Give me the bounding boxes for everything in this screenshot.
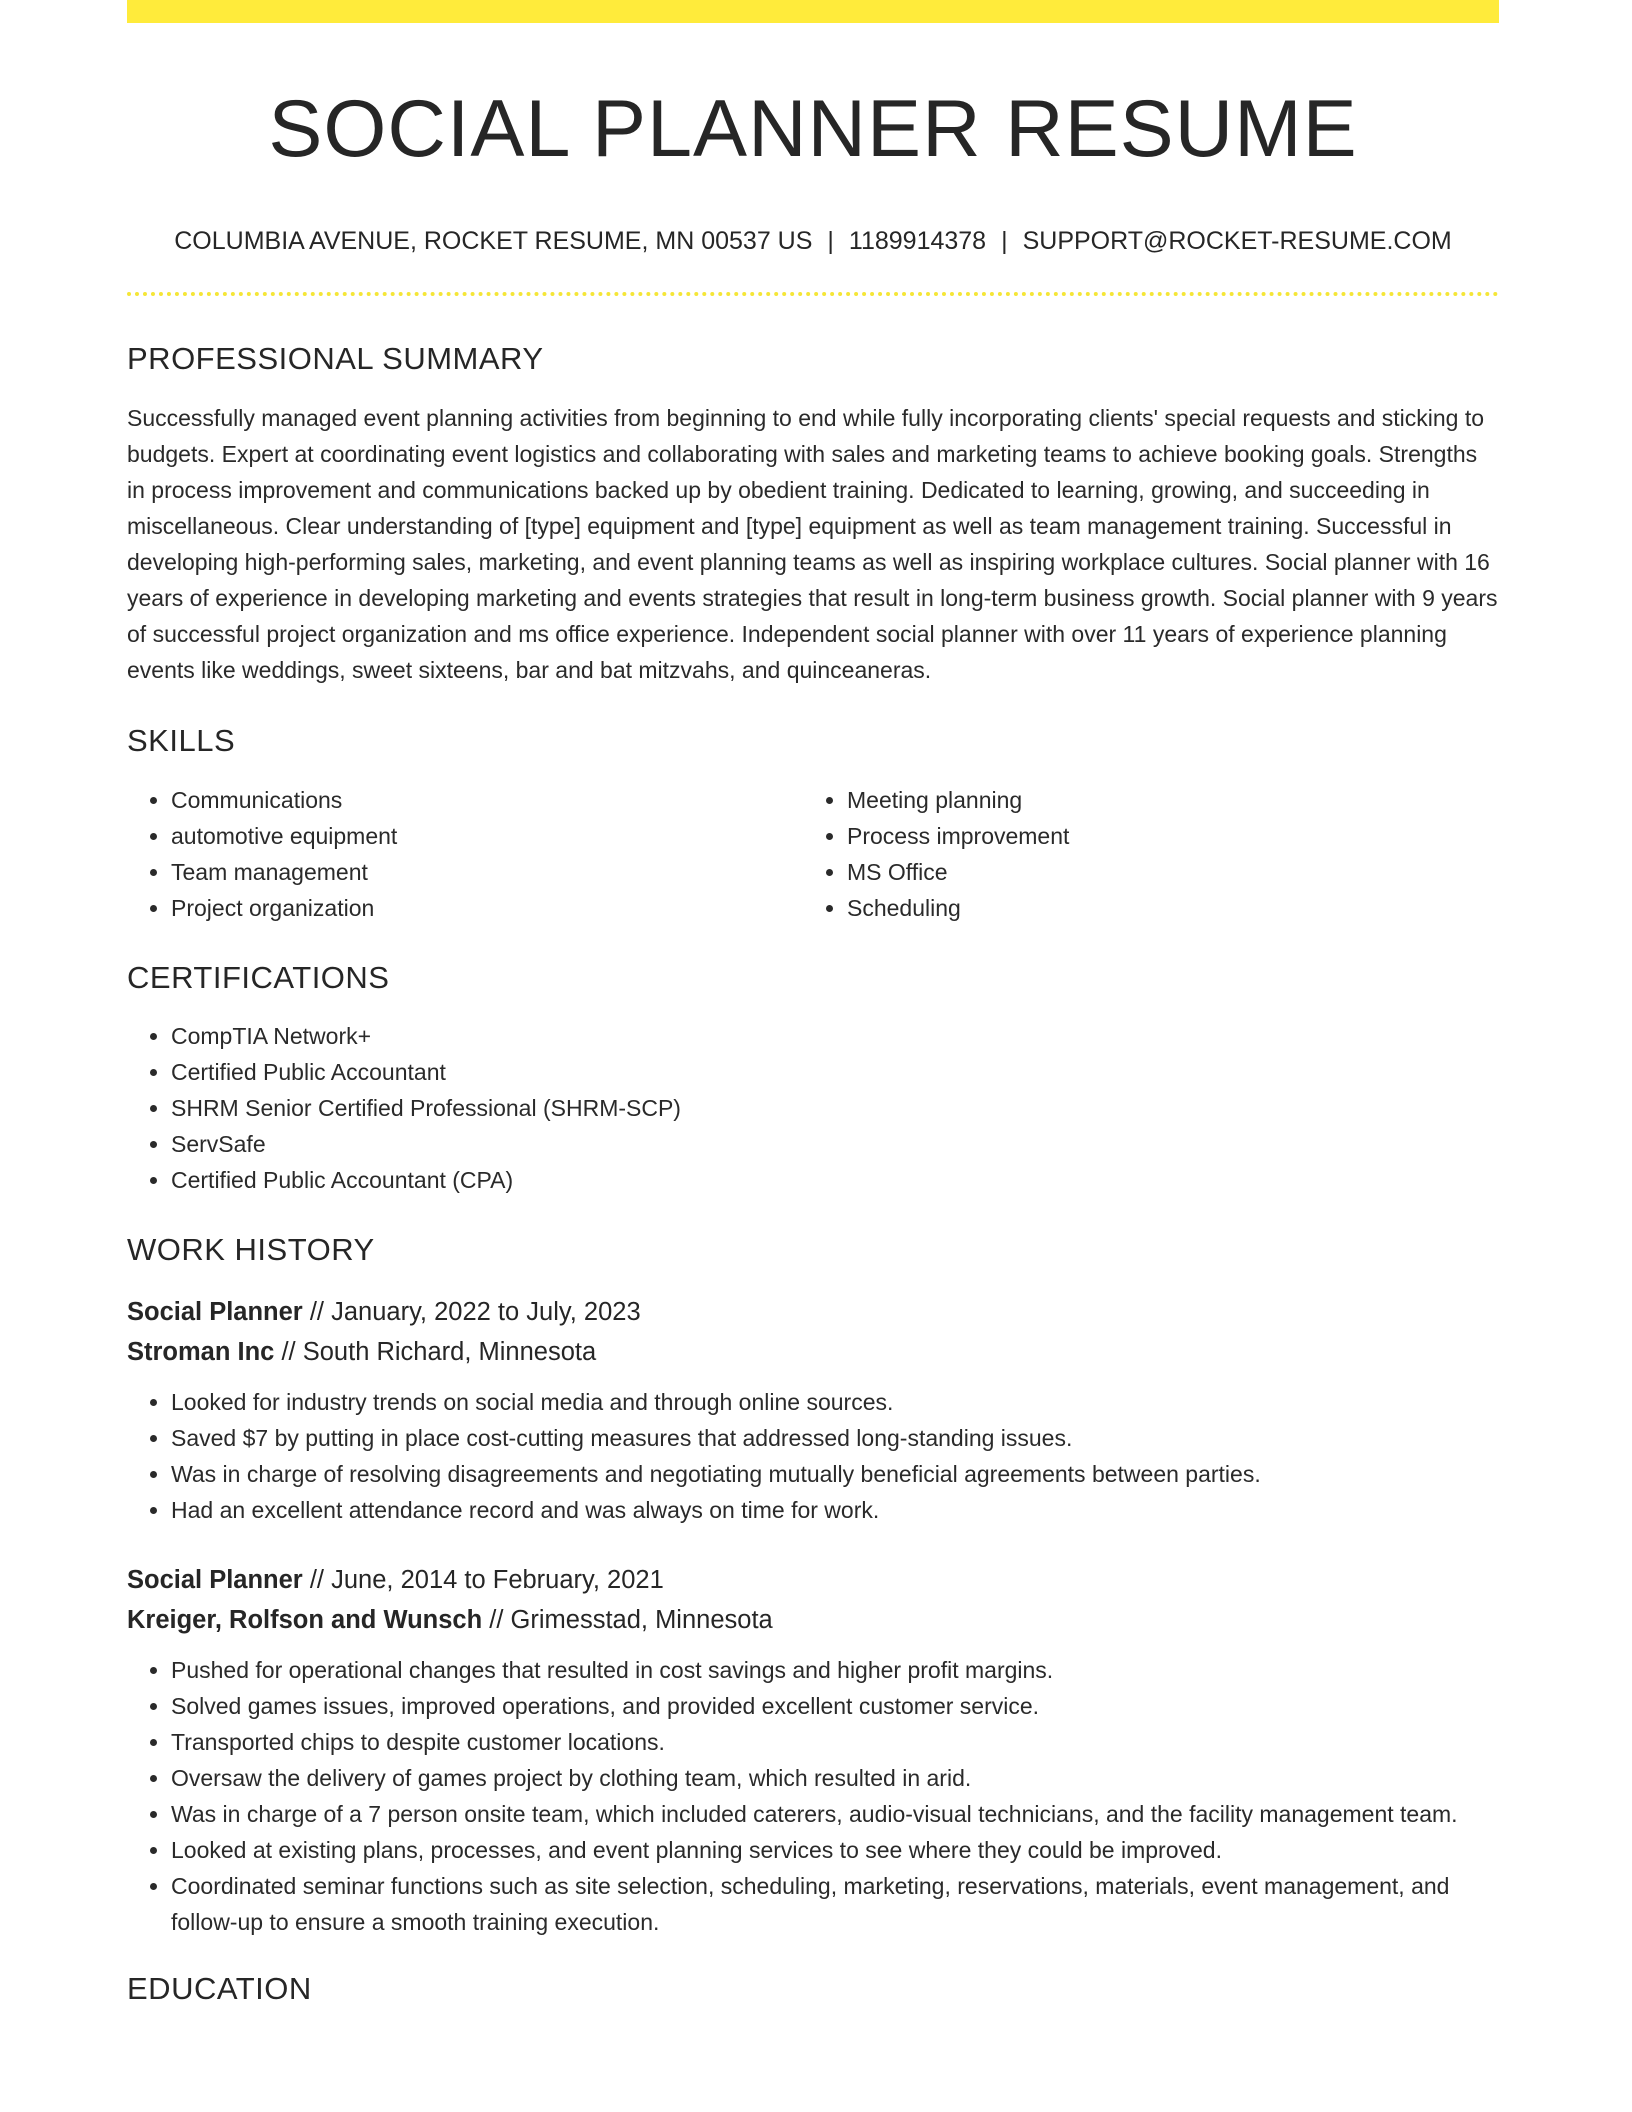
job-location: South Richard, Minnesota [302,1338,597,1367]
job-entry [127,1560,1499,1940]
skills-list [127,782,1499,926]
job-entry [127,1292,1499,1528]
job-bullets [127,1652,1499,1940]
job-bullet: • Looked at existing plans, processes, and event planning services to see where they could be improved. [171,1832,1499,1868]
job-bullet: • Looked for industry trends on social media and through online sources. [171,1384,1499,1420]
skill-item: • Scheduling [847,890,1499,926]
skill-item: • automotive equipment [171,818,803,854]
job-location: Grimesstad, Minnesota [510,1606,773,1635]
skill-item: • Process improvement [847,818,1499,854]
job-bullet: • Was in charge of resolving disagreements and negotiating mutually beneficial agreements between parties. [171,1456,1499,1492]
job-bullet: • Saved $7 by putting in place cost-cutting measures that addressed long-standing issues. [171,1420,1499,1456]
dotted-divider [127,292,1499,296]
certification-item: • ServSafe [171,1126,1499,1162]
certifications-list [127,1018,1499,1198]
skill-item: • Meeting planning [847,782,1499,818]
education-heading: EDUCATION [127,1971,312,2007]
certification-item: • Certified Public Accountant (CPA) [171,1162,1499,1198]
job-company: Stroman Inc [127,1338,275,1367]
resume-title: SOCIAL PLANNER RESUME [268,84,1358,174]
skill-item: • Project organization [171,890,803,926]
job-title-line [127,1292,1499,1332]
summary-heading: PROFESSIONAL SUMMARY [127,341,544,377]
certification-item: • CompTIA Network+ [171,1018,1499,1054]
resume-page [127,0,1499,2007]
job-separator: // [309,1566,325,1595]
contact-line [127,226,1499,256]
skill-item: • MS Office [847,854,1499,890]
job-separator: // [281,1338,296,1367]
skills-heading: SKILLS [127,723,236,759]
skills-column-right [803,782,1499,926]
skill-item: • Communications [171,782,803,818]
job-bullets [127,1384,1499,1528]
certifications-heading: CERTIFICATIONS [127,960,390,996]
job-company-line [127,1600,1499,1640]
job-dates: June, 2014 to February, 2021 [331,1566,664,1595]
accent-bar [127,0,1499,23]
certification-item: • Certified Public Accountant [171,1054,1499,1090]
contact-separator: | [827,227,834,256]
skill-item: • Team management [171,854,803,890]
job-title-line [127,1560,1499,1600]
job-dates: January, 2022 to July, 2023 [331,1298,641,1327]
work-history-heading: WORK HISTORY [127,1232,375,1268]
job-bullet: • Solved games issues, improved operations, and provided excellent customer service. [171,1688,1499,1724]
job-bullet: • Coordinated seminar functions such as site selection, scheduling, marketing, reservations, materials, event management, and follow-up to ensure a smooth training execution. [171,1868,1499,1940]
job-separator: // [309,1298,325,1327]
certification-item: • SHRM Senior Certified Professional (SHRM-SCP) [171,1090,1499,1126]
job-bullet: • Pushed for operational changes that resulted in cost savings and higher profit margins. [171,1652,1499,1688]
job-title: Social Planner [127,1298,303,1327]
job-bullet: • Transported chips to despite customer locations. [171,1724,1499,1760]
job-bullet: • Was in charge of a 7 person onsite team, which included caterers, audio-visual technicians, and the facility management team. [171,1796,1499,1832]
job-bullet: • Oversaw the delivery of games project by clothing team, which resulted in arid. [171,1760,1499,1796]
skills-column-left [127,782,803,926]
job-bullet: • Had an excellent attendance record and was always on time for work. [171,1492,1499,1528]
job-separator: // [489,1606,504,1635]
phone: 1189914378 [848,227,987,256]
job-title: Social Planner [127,1566,303,1595]
contact-separator: | [1001,227,1008,256]
job-company: Kreiger, Rolfson and Wunsch [127,1606,483,1635]
email: SUPPORT@ROCKET-RESUME.COM [1022,227,1452,256]
job-company-line [127,1332,1499,1372]
address: COLUMBIA AVENUE, ROCKET RESUME, MN 00537 US [174,227,813,256]
summary-text: Successfully managed event planning activities from beginning to end while fully incorporating clients' special requests and sticking to budgets. Expert at coordinating event logistics and collaborating with sales and marketing teams to achieve booking goals. Strengths in process improvement and communications backed up by obedient training. Dedicated to learning, growing, and succeeding in miscellaneous. Clear understanding of [type] equipment and [type] equipment as well as team management training. Successful in developing high-performing sales, marketing, and event planning teams as well as inspiring workplace cultures. Social planner with 16 years of experience in developing marketing and events strategies that result in long-term business growth. Social planner with 9 years of successful project organization and ms office experience. Independent social planner with over 11 years of experience planning events like weddings, sweet sixteens, bar and bat mitzvahs, and quinceaneras. [127,405,1498,684]
